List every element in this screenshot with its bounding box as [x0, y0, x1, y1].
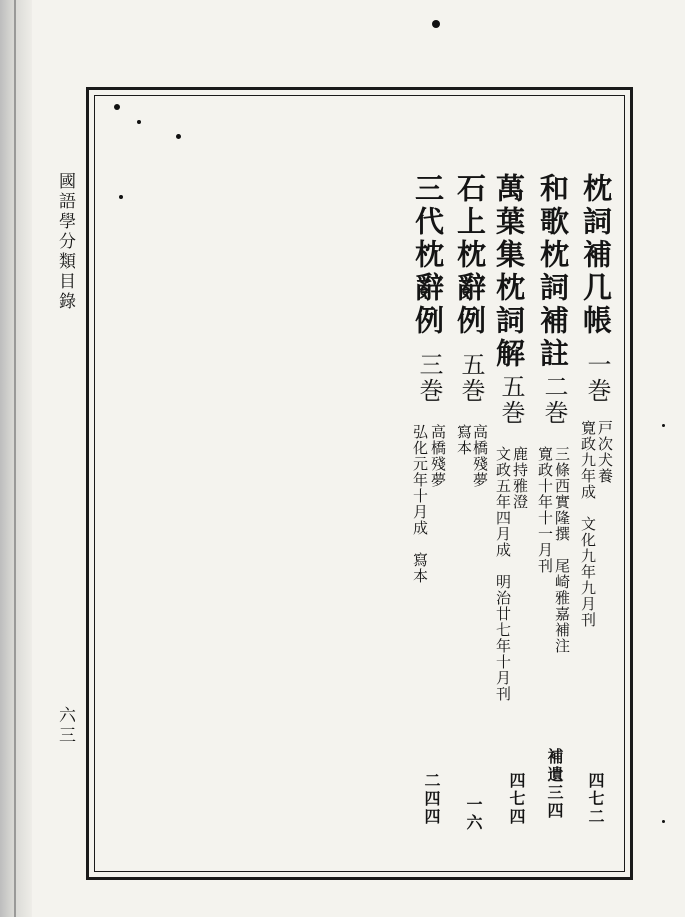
scan-edge-line [14, 0, 16, 917]
entry-note: 鹿持雅澄 [511, 446, 529, 510]
entry-title: 和歌枕詞補註 [536, 173, 570, 371]
entry-title: 枕詞補几帳 [579, 173, 613, 338]
entry-page-ref: 補遺三四 [545, 748, 564, 820]
entry-title: 三代枕辭例 [411, 173, 445, 338]
entry-note: 三條西實隆撰 尾崎雅嘉補注 [553, 446, 571, 654]
entry-title: 石上枕辭例 [453, 173, 487, 338]
scan-speck [432, 20, 440, 28]
entry-volumes: 五巻 [457, 352, 485, 404]
entry-note: 戸次犬養 [596, 420, 614, 484]
entry-note: 寛政十年十一月刊 [536, 446, 554, 574]
entry-page-ref: 二四四 [422, 772, 441, 826]
scan-speck [662, 424, 665, 427]
entry-note: 高橋殘夢 [429, 424, 447, 488]
entry-note: 文政五年四月成 明治廿七年十月刊 [494, 446, 512, 702]
entry-page-ref: 一六 [464, 796, 483, 832]
entry-volumes: 三巻 [415, 352, 443, 404]
entry-volumes: 一巻 [583, 352, 611, 404]
running-header: 國語學分類目錄 [55, 172, 75, 312]
entry-volumes: 五巻 [497, 374, 525, 426]
entry-page-ref: 四七四 [507, 772, 526, 826]
entry-note: 弘化元年十月成 寫本 [411, 424, 429, 584]
page-number: 六三 [55, 706, 75, 746]
scan-speck [662, 820, 665, 823]
entry-title: 萬葉集枕詞解 [492, 173, 526, 371]
entry-volumes: 二巻 [540, 374, 568, 426]
scan-left-edge [0, 0, 32, 917]
entry-note: 寫本 [455, 424, 473, 456]
entry-note: 寛政九年成 文化九年九月刊 [579, 420, 597, 628]
entry-page-ref: 四七二 [586, 772, 605, 826]
entry-note: 高橋殘夢 [471, 424, 489, 488]
